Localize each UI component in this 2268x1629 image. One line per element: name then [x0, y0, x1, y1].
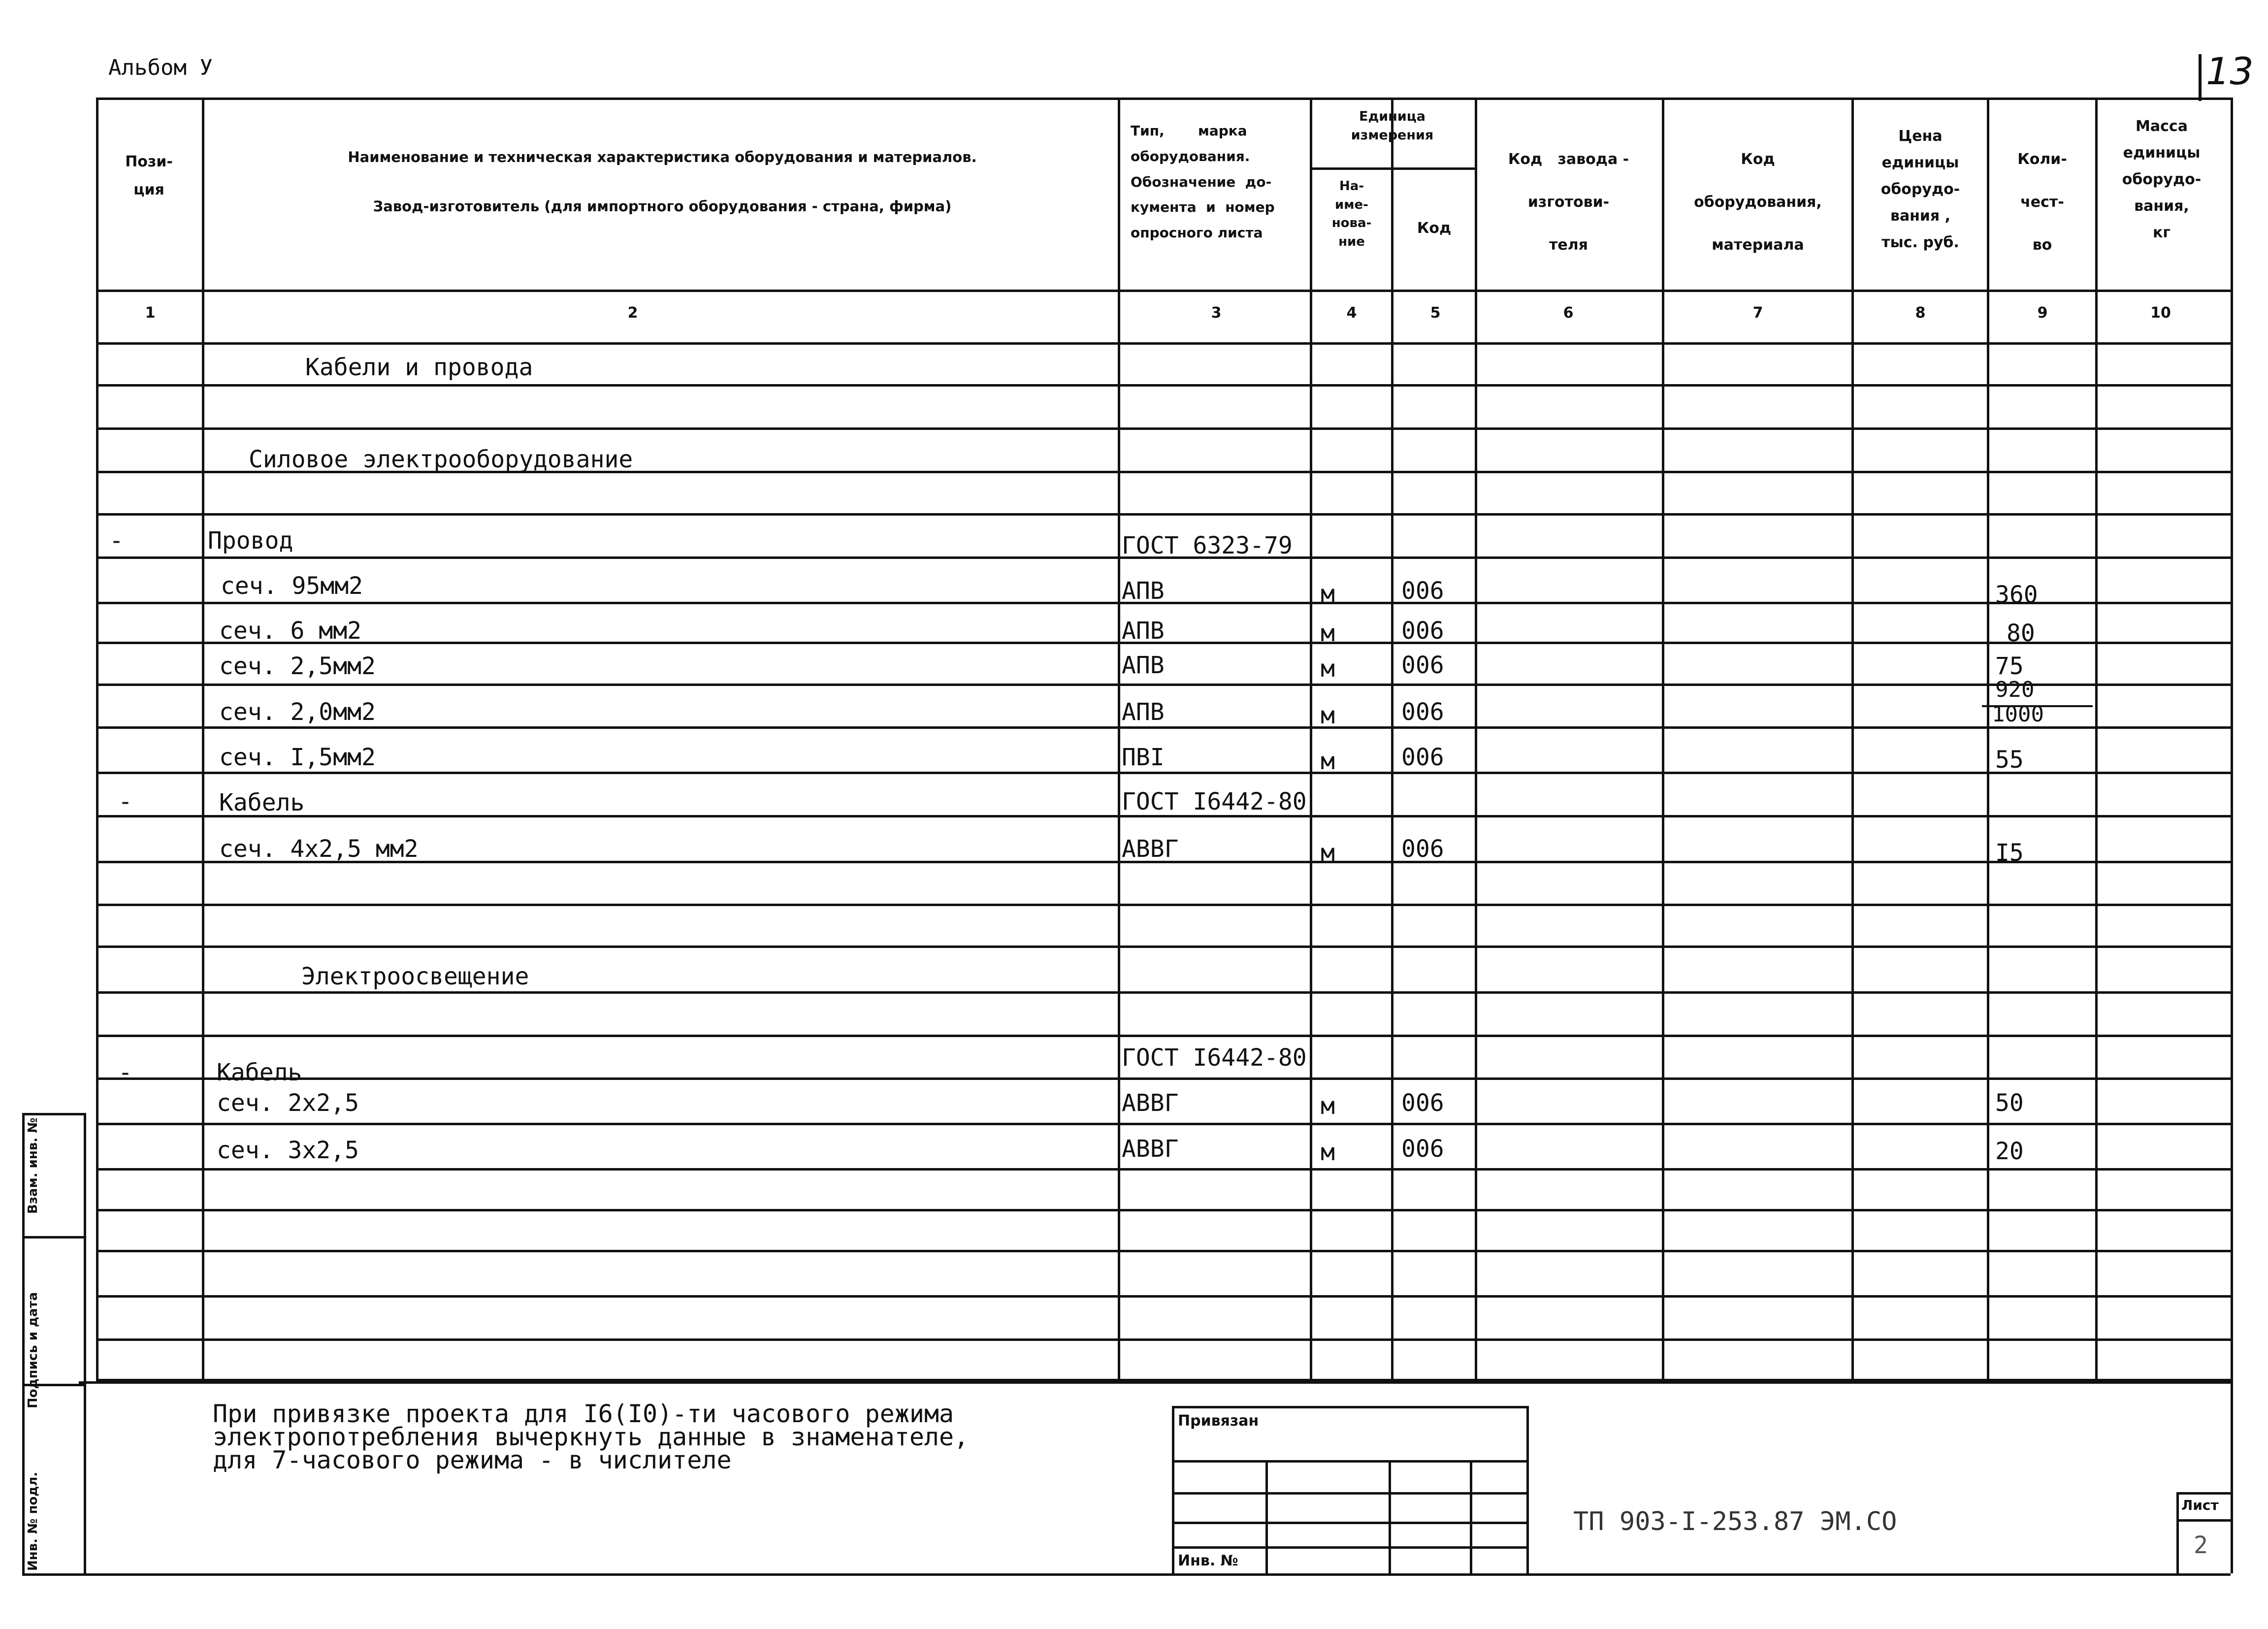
row-name: сеч. 95мм2	[221, 572, 363, 600]
table-row-line	[96, 1035, 2231, 1037]
row-name: сеч. 2,0мм2	[219, 698, 376, 726]
unit-subheader-line	[1312, 167, 1477, 170]
row-code: 006	[1401, 1135, 1444, 1163]
table-row-line	[96, 904, 2231, 906]
row-name: сеч. 2,5мм2	[219, 652, 376, 680]
column-number-4: 4	[1346, 304, 1357, 322]
row-unit: м	[1321, 580, 1335, 608]
sidebar-top	[22, 1113, 84, 1115]
table-column-line	[1851, 98, 1854, 1381]
row-type: ГОСТ I6442-80	[1122, 1044, 1307, 1072]
header-name-line2: Завод-изготовитель (для импортного оборудования - страна, фирма)	[373, 198, 952, 215]
column-number-1: 1	[145, 304, 156, 322]
row-code: 006	[1401, 617, 1444, 645]
position-dash: -	[118, 788, 132, 815]
column-number-3: 3	[1211, 304, 1222, 322]
table-row-line	[96, 513, 2231, 516]
row-type: АВВГ	[1122, 835, 1179, 863]
section-title: Кабели и провода	[305, 354, 533, 381]
row-code: 006	[1401, 577, 1444, 605]
table-row-line	[96, 1168, 2231, 1171]
row-type: АПВ	[1122, 652, 1165, 679]
table-column-line	[96, 98, 98, 1381]
row-name: Кабель	[217, 1059, 302, 1086]
row-quantity: 20	[1995, 1138, 2024, 1165]
sidebar-bottom	[22, 1573, 84, 1576]
subsection-title: Силовое электрооборудование	[249, 446, 633, 473]
table-row-line	[96, 945, 2231, 948]
table-row-line	[96, 1077, 2231, 1080]
quantity-numerator: 920	[1995, 677, 2035, 702]
row-code: 006	[1401, 1089, 1444, 1117]
row-type: АПВ	[1122, 617, 1165, 645]
table-row-line	[96, 991, 2231, 994]
table-row-line	[96, 684, 2231, 686]
stamp-line	[1172, 1460, 1526, 1463]
sheet-number: 13	[2206, 49, 2254, 93]
header-type: Тип, марка оборудования. Обозначение до- кумента и номер опросного листа	[1131, 123, 1275, 241]
header-quantity: Коли- чест- во	[2017, 151, 2067, 254]
row-quantity: 50	[1995, 1089, 2024, 1117]
header-name-line1: Наименование и техническая характеристика оборудования и материалов.	[348, 149, 977, 165]
row-name: сеч. 3х2,5	[217, 1137, 359, 1164]
stamp-column	[1172, 1406, 1174, 1573]
row-unit: м	[1321, 839, 1335, 867]
header-mass: Масса единицы оборудо- вания, кг	[2122, 118, 2202, 241]
document-code: ТП 903-I-253.87 ЭМ.СО	[1573, 1507, 1897, 1536]
frame-line	[79, 1381, 2231, 1384]
header-unit: Единица измерения	[1351, 109, 1434, 143]
sidebar-divider	[22, 1236, 84, 1238]
subsection-title: Электроосвещение	[301, 963, 529, 990]
column-number-7: 7	[1752, 304, 1763, 322]
table-row-line	[96, 772, 2231, 774]
album-label: Альбом У	[108, 55, 213, 80]
column-number-9: 9	[2037, 304, 2048, 322]
column-number-6: 6	[1563, 304, 1574, 322]
frame-right	[2231, 1381, 2233, 1573]
row-type: ПВI	[1122, 744, 1165, 771]
table-column-line	[202, 98, 204, 1381]
table-column-line	[2231, 98, 2233, 1381]
sheet-label: Лист	[2181, 1497, 2219, 1513]
row-type: АПВ	[1122, 698, 1165, 726]
row-name: Кабель	[219, 789, 305, 816]
stamp-bound-label: Привязан	[1178, 1412, 1259, 1430]
header-factory-code: Код завода - изготови- теля	[1508, 151, 1629, 254]
header-position: Пози- ция	[125, 153, 173, 198]
sheet-box-divider	[2176, 1519, 2231, 1522]
table-row-line	[96, 1295, 2231, 1298]
sidebar-left	[22, 1113, 25, 1573]
row-name: Провод	[208, 527, 293, 554]
row-unit: м	[1321, 702, 1335, 729]
row-quantity: 360	[1995, 581, 2038, 609]
column-number-line	[96, 342, 2231, 345]
table-column-line	[1391, 98, 1393, 1381]
stamp-line	[1172, 1492, 1526, 1495]
row-unit: м	[1321, 655, 1335, 683]
table-column-line	[1118, 98, 1120, 1381]
row-unit: м	[1321, 619, 1335, 647]
row-unit: м	[1321, 748, 1335, 775]
row-code: 006	[1401, 835, 1444, 863]
row-code: 006	[1401, 652, 1444, 679]
stamp-column	[1389, 1460, 1391, 1573]
row-type: ГОСТ 6323-79	[1122, 532, 1293, 559]
header-unit-code: Код	[1417, 220, 1452, 237]
position-dash: -	[109, 527, 124, 554]
stamp-column	[1265, 1460, 1268, 1573]
sidebar-inv-original: Инв. № подл.	[26, 1471, 40, 1571]
table-row-line	[96, 384, 2231, 387]
row-name: сеч. 6 мм2	[219, 617, 361, 645]
row-name: сеч. 2х2,5	[217, 1089, 359, 1117]
column-number-5: 5	[1430, 304, 1441, 322]
table-column-line	[1310, 98, 1312, 1381]
row-quantity: 75	[1995, 652, 2024, 680]
table-row-line	[96, 1338, 2231, 1341]
table-row-line	[96, 427, 2231, 430]
row-code: 006	[1401, 698, 1444, 726]
table-column-line	[1475, 98, 1477, 1381]
row-unit: м	[1321, 1092, 1335, 1120]
row-quantity: 80	[2007, 619, 2035, 647]
table-column-line	[1662, 98, 1664, 1381]
stamp-line	[1172, 1546, 1526, 1549]
row-type: АВВГ	[1122, 1135, 1179, 1163]
table-column-line	[2095, 98, 2098, 1381]
table-row-line	[96, 726, 2231, 729]
header-unit-name: На- име- нова- ние	[1331, 179, 1372, 250]
sheet-value: 2	[2194, 1531, 2208, 1559]
stamp-line	[1172, 1406, 1526, 1408]
row-type: АВВГ	[1122, 1089, 1179, 1117]
sheet-box-top	[2176, 1492, 2231, 1495]
stamp-line	[1172, 1522, 1526, 1524]
row-code: 006	[1401, 744, 1444, 771]
row-unit: м	[1321, 1139, 1335, 1166]
column-number-10: 10	[2150, 304, 2171, 322]
stamp-inv-label: Инв. №	[1178, 1552, 1238, 1569]
table-row-line	[96, 1250, 2231, 1252]
position-dash: -	[118, 1059, 132, 1086]
row-quantity: 55	[1995, 746, 2024, 774]
stamp-column	[1526, 1406, 1529, 1573]
quantity-denominator: 1000	[1992, 702, 2044, 727]
row-name: сеч. 4х2,5 мм2	[219, 835, 419, 863]
column-number-2: 2	[627, 304, 638, 322]
sidebar-replacement-inv: Взам. инв. №	[26, 1117, 40, 1214]
header-bottom-line	[96, 290, 2231, 292]
row-type: АПВ	[1122, 577, 1165, 605]
sheet-number-bar	[2199, 54, 2202, 101]
table-top-border	[96, 98, 2231, 100]
table-row-line	[96, 1209, 2231, 1211]
column-number-8: 8	[1915, 304, 1926, 322]
row-type: ГОСТ I6442-80	[1122, 788, 1307, 815]
header-equipment-code: Код оборудования, материала	[1694, 151, 1822, 254]
frame-left	[84, 1113, 86, 1573]
sidebar-signature-date: Подпись и дата	[26, 1292, 40, 1408]
table-row-line	[96, 1123, 2231, 1125]
row-quantity: I5	[1995, 839, 2024, 867]
binding-note: При привязке проекта для I6(I0)-ти часового режима электропотребления вычеркнуть данные в знаменателе, для 7-часового режима - в числителе	[213, 1400, 969, 1474]
sheet-box-left	[2176, 1492, 2179, 1573]
frame-bottom	[79, 1573, 2231, 1576]
stamp-column	[1470, 1460, 1472, 1573]
header-price: Цена единицы оборудо- вания , тыс. руб.	[1880, 128, 1960, 251]
row-name: сеч. I,5мм2	[219, 744, 376, 771]
table-column-line	[1987, 98, 1989, 1381]
